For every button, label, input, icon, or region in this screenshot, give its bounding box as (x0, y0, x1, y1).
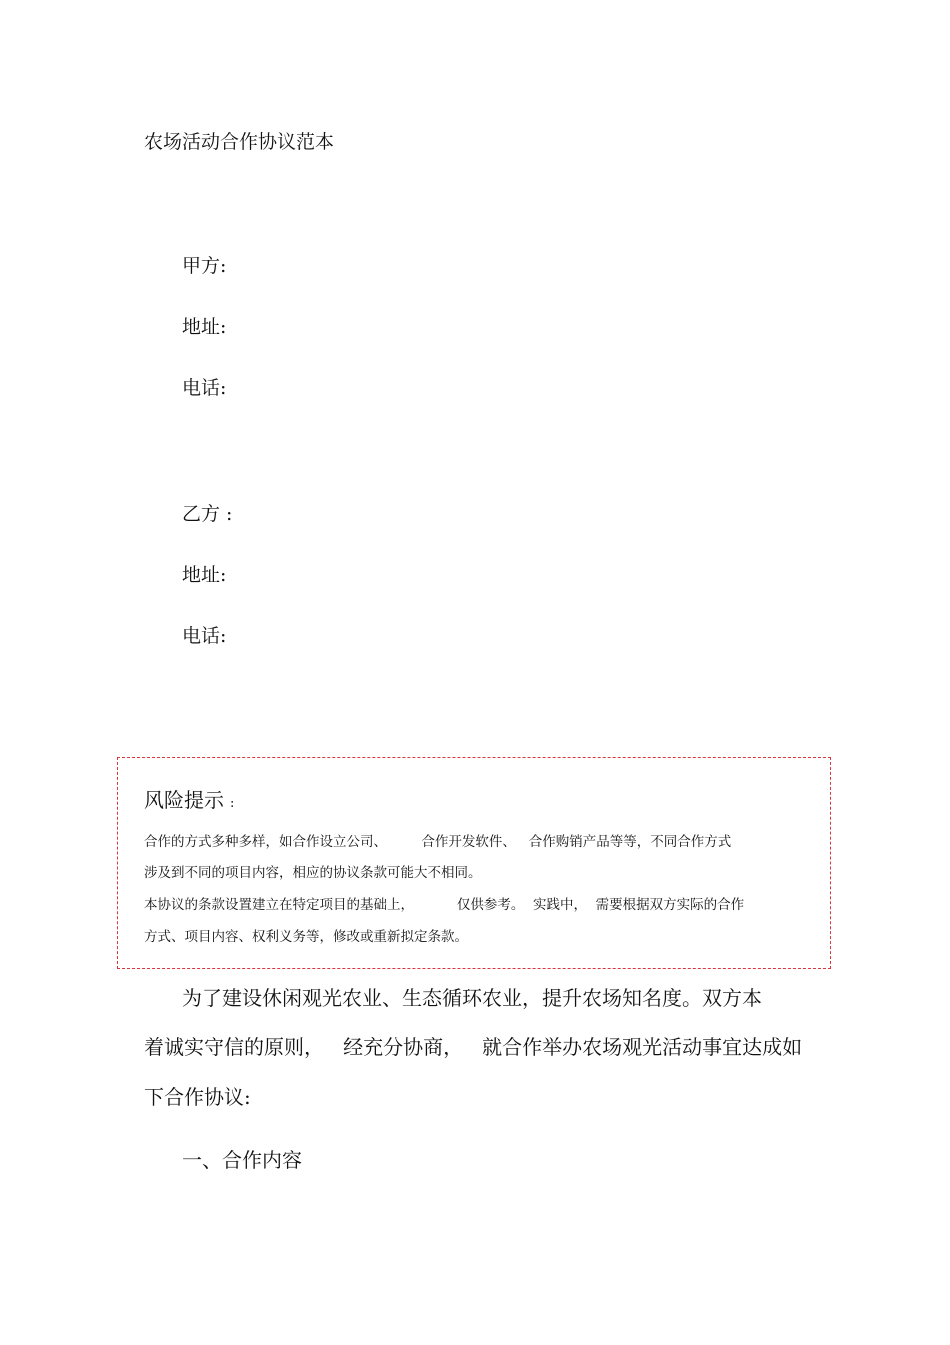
party-b-address-label: 地址: (182, 564, 227, 586)
risk-notice-box (117, 757, 831, 969)
section-heading-cooperation-content: 一、合作内容 (182, 1148, 302, 1172)
preamble-line: 为了建设休闲观光农业、生态循环农业，提升农场知名度。双方本 (182, 986, 762, 1010)
risk-notice-line: 本协议的条款设置建立在特定项目的基础上， 仅供参考。 实践中， 需要根据双方实际的合作 (144, 897, 745, 913)
party-a-name-label: 甲方: (182, 255, 227, 277)
party-a-address-label: 地址: (182, 316, 227, 338)
party-b-phone-label: 电话: (182, 625, 227, 647)
preamble-line: 下合作协议: (144, 1085, 251, 1109)
party-b-name-label: 乙方 : (182, 503, 233, 525)
party-a-phone-label: 电话: (182, 377, 227, 399)
document-title: 农场活动合作协议范本 (144, 131, 335, 153)
risk-notice-line: 涉及到不同的项目内容，相应的协议条款可能大不相同。 (144, 865, 482, 881)
risk-notice-title-colon: : (230, 796, 235, 811)
risk-notice-line: 方式、项目内容、权利义务等，修改或重新拟定条款。 (144, 929, 468, 945)
risk-notice-title (144, 785, 234, 819)
preamble-line: 着诚实守信的原则， 经充分协商， 就合作举办农场观光活动事宜达成如 (144, 1035, 803, 1059)
risk-notice-line: 合作的方式多种多样，如合作设立公司、 合作开发软件、 合作购销产品等等，不同合作方式 (144, 834, 732, 850)
risk-notice-title-text: 风险提示 (144, 788, 224, 812)
